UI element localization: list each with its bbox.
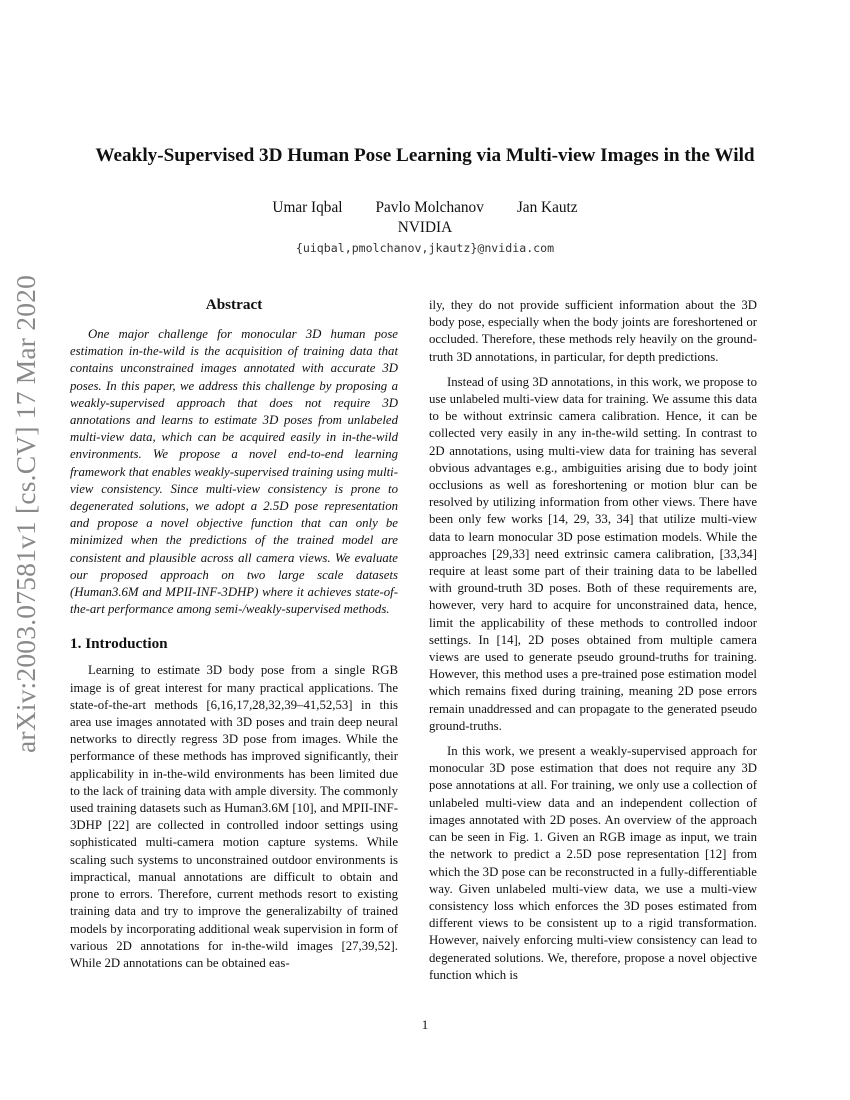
body-paragraph: Instead of using 3D annotations, in this work, we propose to use unlabeled multi-view data for training. We assume this data to be without extrinsic camera calibration. Hence, it can be collected very easily in any in-the-wild setting. In contrast to 2D annotations, using multi-view data for training has several obvious advantages e.g., ambiguities arising due to body joint occlusions as well as foreshortening or motion blur can be resolved by utilizing information from other views. There have been only few works [14, 29, 33, 34] that utilize multi-view data to learn monocular 3D pose estimation models. While the approaches [29,33] need extrinsic camera calibration, [33,34] require at least some part of their training data to be labelled with ground-truth 3D poses. Both of these requirements are, however, very hard to acquire for unconstrained data, hence, limit the applicability of these methods to controlled indoor settings. In [14], 2D poses obtained from multiple camera views are used to generate pseudo ground-truths for training. However, this method uses a pre-trained pose estimation model which remains fixed during training, meaning 2D pose errors remain unaddressed and can propagate to the generated pseudo ground-truths.: [429, 374, 757, 733]
author-list: [0, 199, 850, 217]
body-paragraph: In this work, we present a weakly-supervised approach for monocular 3D pose estimation that does not require any 3D pose annotations at all. For training, we only use a collection of unlabeled multi-view data and an independent collection of images annotated with 2D poses. An overview of the approach can be seen in Fig. 1. Given an RGB image as input, we train the network to predict a 2.5D pose representation [12] from which the 3D pose can be reconstructed in a fully-differentiable way. Given unlabeled multi-view data, we use a multi-view consistency loss which enforces the 3D poses estimated from different views to be consistent up to a rigid transformation. However, naively enforcing multi-view consistency can lead to degenerated solutions. We, therefore, propose a novel objective function which is: [429, 744, 757, 982]
body-paragraph: Learning to estimate 3D body pose from a single RGB image is of great interest for many practical applications. The state-of-the-art methods [6,16,17,28,32,39–41,52,53] in this area use images annotated with 3D poses and train deep neural networks to directly regress 3D pose from images. While the performance of these methods has improved significantly, their applicability in in-the-wild environments has been limited due to the lack of training data with ample diversity. The commonly used training datasets such as Human3.6M [10], and MPII-INF-3DHP [22] are collected in controlled indoor settings using sophisticated multi-camera motion capture systems. While scaling such systems to unconstrained outdoor environments is impractical, manual annotations are difficult to obtain and prone to errors. Therefore, current methods resort to existing training data and try to improve the generalizabilty of trained models by incorporating additional weak supervision in form of various 2D annotations for in-the-wild images [27,39,52]. While 2D annotations can be obtained eas-: [70, 663, 398, 970]
author-emails: {uiqbal,pmolchanov,jkautz}@nvidia.com: [295, 241, 555, 255]
introduction-heading: 1. Introduction: [70, 635, 168, 653]
arxiv-identifier-text: arXiv:2003.07581v1 [cs.CV] 17 Mar 2020: [10, 274, 42, 754]
author-name: Jan Kautz: [516, 199, 578, 216]
affiliation: NVIDIA: [397, 219, 453, 236]
arxiv-identifier-stamp: [6, 274, 46, 754]
author-name: Pavlo Molchanov: [375, 199, 484, 216]
author-name: Umar Iqbal: [272, 199, 343, 216]
body-paragraph: ily, they do not provide sufficient information about the 3D body pose, especially when the body joints are foreshortened or occluded. Therefore, these methods rely heavily on the ground-truth 3D annotations, in particular, for depth predictions.: [429, 298, 757, 364]
abstract-text: One major challenge for monocular 3D human pose estimation in-the-wild is the acquisition of training data that contains unconstrained images annotated with accurate 3D poses. In this paper, we address this challenge by proposing a weakly-supervised approach that does not require 3D annotations and learns to estimate 3D poses from unlabeled multi-view data, which can be acquired easily in in-the-wild environments. We propose a novel end-to-end learning framework that enables weakly-supervised training using multi-view consistency. Since multi-view consistency is prone to degenerated solutions, we adopt a 2.5D pose representation and propose a novel objective function that can only be minimized when the predictions of the trained model are consistent and plausible across all camera views. We evaluate our proposed approach on two large scale datasets (Human3.6M and MPII-INF-3DHP) where it achieves state-of-the-art performance among semi-/weakly-supervised methods.: [70, 327, 398, 617]
abstract-heading: Abstract: [205, 296, 263, 313]
paper-title: Weakly-Supervised 3D Human Pose Learning via Multi-view Images in the Wild: [95, 145, 755, 166]
page-number: 1: [421, 1017, 429, 1032]
left-column: [70, 296, 398, 972]
right-column: [429, 297, 757, 984]
